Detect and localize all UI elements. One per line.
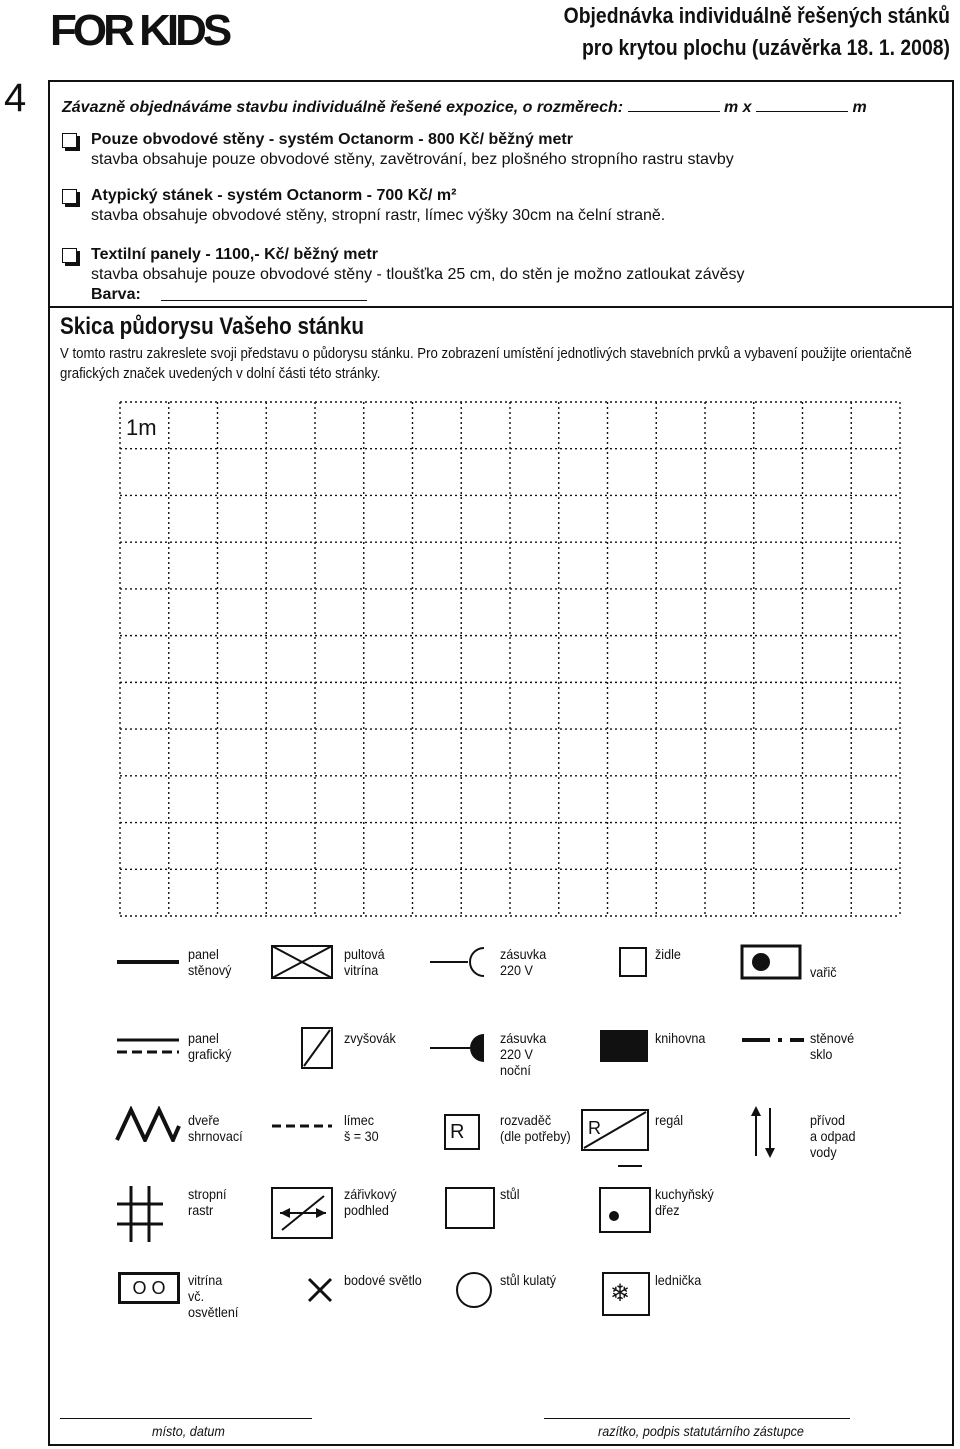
place-date-field[interactable]: [60, 1418, 312, 1419]
legend-night-socket: zásuvka 220 V noční: [500, 1030, 547, 1078]
wall-panel-icon: [115, 944, 181, 980]
legend-shelf: regál: [655, 1112, 684, 1128]
section-divider: [48, 306, 954, 308]
option-walls-title: Pouze obvodové stěny - systém Octanorm - 800 Kč/ běžný metr: [91, 131, 573, 148]
scale-label: 1m: [126, 415, 157, 440]
bookcase-icon: [598, 1028, 650, 1064]
legend-table: stůl: [500, 1186, 520, 1202]
place-date-label: místo, datum: [152, 1423, 225, 1439]
legend-collar: límec š = 30: [344, 1112, 379, 1144]
option-textile-desc: stavba obsahuje pouze obvodové stěny - tloušťka 25 cm, do stěn je možno zatloukat závěsy: [91, 266, 745, 283]
stamp-signature-label: razítko, podpis statutárního zástupce: [598, 1423, 804, 1439]
legend-fridge: lednička: [655, 1272, 702, 1288]
legend-socket: zásuvka 220 V: [500, 946, 547, 978]
unit-label-2: m: [852, 99, 867, 116]
fridge-icon: ❄: [602, 1272, 650, 1316]
socket-icon: [428, 944, 488, 980]
distribution-board-icon: R: [444, 1114, 480, 1150]
round-table-icon: [454, 1270, 494, 1310]
counter-showcase-icon: [270, 944, 334, 980]
legend-chair: židle: [655, 946, 681, 962]
night-socket-icon: [428, 1030, 488, 1066]
page-number: 4: [4, 76, 27, 120]
legend-wall-panel: panel stěnový: [188, 946, 232, 978]
option-walls-desc: stavba obsahuje pouze obvodové stěny, zavětrování, bez plošného stropního rastru stavby: [91, 151, 734, 168]
legend-cooker: vařič: [810, 964, 837, 980]
sketch-title: Skica půdorysu Vašeho stánku: [60, 313, 364, 340]
option-textile-title: Textilní panely - 1100,- Kč/ běžný metr: [91, 246, 378, 263]
glass-wall-icon: [740, 1030, 806, 1050]
color-field[interactable]: [161, 300, 367, 301]
showcase-lighting-icon: O O: [118, 1272, 180, 1304]
stamp-signature-field[interactable]: [544, 1418, 850, 1419]
legend-counter-showcase: pultová vitrína: [344, 946, 385, 978]
legend-fluorescent-ceiling: zářivkový podhled: [344, 1186, 397, 1218]
collar-icon: [270, 1116, 334, 1136]
option-atypical-title: Atypický stánek - systém Octanorm - 700 Kč/ m²: [91, 187, 457, 204]
title-line-2: pro krytou plochu (uzávěrka 18. 1. 2008): [582, 35, 950, 60]
color-label: Barva:: [91, 286, 141, 303]
width-field[interactable]: [628, 97, 720, 112]
legend-glass-wall: stěnové sklo: [810, 1030, 855, 1062]
fluorescent-ceiling-icon: [270, 1186, 336, 1242]
option-walls-checkbox[interactable]: [62, 133, 77, 148]
ceiling-grid-icon: [115, 1184, 165, 1244]
depth-field[interactable]: [756, 97, 848, 112]
cooker-icon: [740, 942, 804, 982]
table-icon: [444, 1186, 496, 1230]
unit-label-1: m x: [723, 99, 752, 116]
sink-icon: [598, 1186, 652, 1234]
legend-bookcase: knihovna: [655, 1030, 706, 1046]
riser-icon: [300, 1026, 336, 1070]
legend-sink: kuchyňský dřez: [655, 1186, 714, 1218]
page-title: [564, 0, 950, 64]
sketch-grid[interactable]: [118, 400, 902, 918]
chair-icon: [618, 944, 650, 980]
legend-showcase-lighting: vitrína vč. osvětlení: [188, 1272, 239, 1320]
graphic-panel-icon: [115, 1030, 181, 1060]
order-intro: [62, 97, 867, 118]
option-atypical-checkbox[interactable]: [62, 189, 77, 204]
sketch-instructions: V tomto rastru zakreslete svoji představu o půdorysu stánku. Pro zobrazení umístění jednotlivých stavebních prvků a vybavení použijte orientačně grafických značek uvedených v dolní části této stránky.: [60, 345, 912, 382]
spotlight-icon: [306, 1276, 334, 1304]
logo: FOR KIDS: [50, 6, 229, 55]
order-intro-text: Závazně objednáváme stavbu individuálně řešené expozice, o rozměrech:: [62, 99, 624, 116]
legend-round-table: stůl kulatý: [500, 1272, 557, 1288]
legend-graphic-panel: panel grafický: [188, 1030, 232, 1062]
legend-distribution-board: rozvaděč (dle potřeby): [500, 1112, 571, 1144]
shelf-icon-letter: R: [588, 1118, 601, 1138]
folding-door-icon: [115, 1106, 181, 1142]
water-supply-icon: [748, 1104, 778, 1160]
legend-folding-door: dveře shrnovací: [188, 1112, 243, 1144]
legend-water-supply: přívod a odpad vody: [810, 1112, 856, 1160]
option-textile-checkbox[interactable]: [62, 248, 77, 263]
title-line-1: Objednávka individuálně řešených stánků: [563, 3, 950, 28]
option-atypical-desc: stavba obsahuje obvodové stěny, stropní rastr, límec výšky 30cm na čelní straně.: [91, 207, 666, 224]
legend-riser: zvyšovák: [344, 1030, 396, 1046]
legend-spotlight: bodové světlo: [344, 1272, 422, 1288]
legend-ceiling-grid: stropní rastr: [188, 1186, 227, 1218]
